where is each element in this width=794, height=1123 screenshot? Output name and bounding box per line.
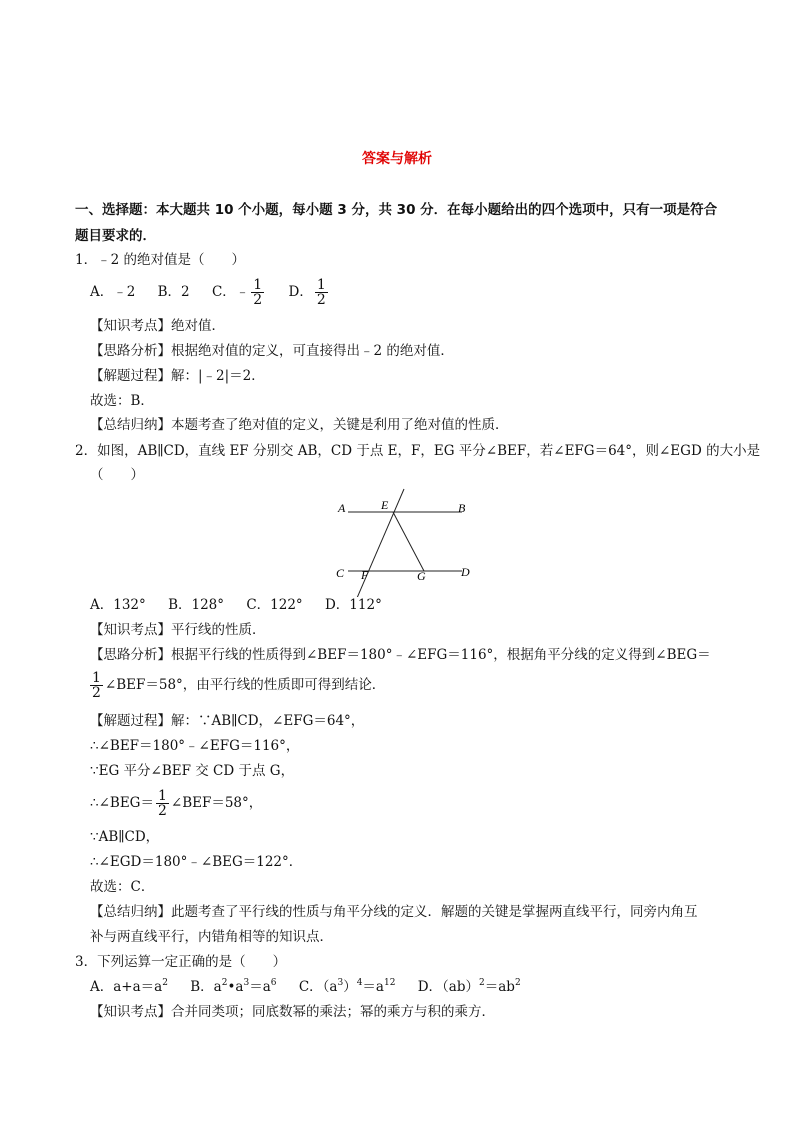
- q2-stem-line2: （ ）: [90, 467, 144, 483]
- q2-analysis-line1: 【思路分析】根据平行线的性质得到∠BEF＝180°﹣∠EFG＝116°，根据角平分线的定义得到∠BEG＝: [90, 647, 711, 663]
- segment-eg: [393, 512, 424, 571]
- q3-option-b: [190, 979, 276, 995]
- fraction-denominator: 2: [316, 292, 326, 308]
- exponent: 3: [337, 978, 344, 988]
- q2-analysis-line2-text: ∠BEF＝58°，由平行线的性质即可得到结论．: [104, 677, 386, 693]
- label-e: E: [381, 498, 389, 512]
- q1-knowledge: 【知识考点】绝对值．: [90, 318, 225, 334]
- fraction-numerator: 1: [253, 277, 263, 293]
- q1-option-c: [211, 277, 266, 308]
- q2-options: [90, 595, 400, 615]
- fraction-denominator: 2: [157, 803, 167, 819]
- q2-knowledge: 【知识考点】平行线的性质．: [90, 622, 266, 638]
- q3-option-b-text: ＝a: [249, 979, 271, 995]
- q3-option-a: [90, 979, 168, 995]
- q3-option-c-text: C．（a: [298, 979, 338, 995]
- q1-process: 【解题过程】解：|﹣2|＝2．: [90, 368, 265, 384]
- exponent: 4: [356, 978, 363, 988]
- fraction-denominator: 2: [253, 292, 263, 308]
- label-f: F: [361, 568, 369, 582]
- q1-summary: 【总结归纳】本题考查了绝对值的定义，关键是利用了绝对值的性质．: [90, 417, 509, 433]
- q2-process-5: ∵AB∥CD，: [90, 829, 160, 845]
- q2-process-4-fraction: [156, 789, 169, 818]
- parallel-lines-figure: [330, 487, 480, 597]
- q2-process-1: 【解题过程】解：∵AB∥CD，∠EFG＝64°，: [90, 713, 365, 729]
- section-heading-line1: 一、选择题：本大题共 10 个小题，每小题 3 分，共 30 分．在每小题给出的四个选项中，只有一项是符合: [75, 202, 718, 218]
- q2-process-2: ∴∠BEF＝180°﹣∠EFG＝116°，: [90, 738, 300, 754]
- fraction-numerator: 1: [92, 670, 101, 686]
- q2-option-b: B．128°: [168, 597, 225, 613]
- fraction-numerator: 1: [316, 277, 326, 293]
- exponent: 2: [162, 978, 168, 988]
- q2-process-4-suffix: ∠BEF＝58°，: [170, 795, 263, 811]
- exponent: 3: [243, 978, 250, 988]
- q3-option-d-text: ＝ab: [484, 979, 515, 995]
- page-title: 答案与解析: [362, 151, 432, 167]
- q2-process-4-prefix: ∴∠BEG＝: [90, 795, 154, 811]
- q2-choice: 故选：C．: [90, 879, 155, 895]
- q2-option-c: C．122°: [246, 597, 303, 613]
- q1-option-d: [288, 277, 330, 308]
- q1-stem: 1．﹣2 的绝对值是（ ）: [75, 252, 245, 268]
- label-a: A: [338, 501, 346, 515]
- q2-stem-line1: 2．如图，AB∥CD，直线 EF 分别交 AB，CD 于点 E，F，EG 平分∠BEF，若∠EFG＝64°，则∠EGD 的大小是: [75, 443, 761, 459]
- label-g: G: [417, 569, 426, 583]
- label-d: D: [461, 565, 470, 579]
- q2-process-4: [90, 785, 262, 821]
- q2-analysis-fraction: [90, 671, 103, 700]
- exponent: 12: [383, 978, 396, 988]
- q1-option-b: B．2: [157, 284, 190, 300]
- fraction-denominator: 2: [92, 685, 101, 701]
- fraction-numerator: 1: [157, 788, 167, 804]
- q3-options: [90, 977, 539, 997]
- q3-option-c: [299, 979, 396, 995]
- exponent: 2: [514, 978, 521, 988]
- q1-choice: 故选：B．: [90, 393, 154, 409]
- section-heading-line2: 题目要求的．: [75, 228, 156, 244]
- q3-option-c-text: ）: [343, 979, 357, 995]
- q2-option-d: D．112°: [324, 597, 382, 613]
- q3-option-d-text: D．（ab）: [417, 979, 479, 995]
- q1-analysis: 【思路分析】根据绝对值的定义，可直接得出﹣2 的绝对值．: [90, 343, 454, 359]
- q1-option-d-prefix: D．: [288, 284, 313, 300]
- q2-option-a: A．132°: [90, 597, 146, 613]
- q1-option-c-fraction: [251, 278, 264, 307]
- q3-option-b-text: B．a: [190, 979, 222, 995]
- q3-option-a-text: A．a+a＝a: [90, 979, 163, 995]
- q1-option-d-fraction: [315, 278, 328, 307]
- exponent: 2: [479, 978, 485, 988]
- exponent: 6: [270, 978, 277, 988]
- label-c: C: [336, 566, 345, 580]
- q2-process-3: ∵EG 平分∠BEF 交 CD 于点 G，: [90, 763, 295, 779]
- q1-option-a: A．﹣2: [90, 284, 136, 300]
- q2-summary-line2: 补与两直线平行，内错角相等的知识点．: [90, 929, 333, 945]
- q1-options: [90, 274, 348, 310]
- q3-option-b-text: •a: [227, 979, 244, 995]
- q1-option-c-prefix: C．﹣: [211, 284, 250, 300]
- q3-option-c-text: ＝a: [362, 979, 384, 995]
- label-b: B: [458, 501, 466, 515]
- q3-stem: 3．下列运算一定正确的是（ ）: [75, 954, 287, 970]
- exponent: 2: [221, 978, 228, 988]
- q2-process-6: ∴∠EGD＝180°﹣∠BEG＝122°．: [90, 854, 303, 870]
- q3-option-d: [418, 979, 521, 995]
- q2-analysis-line2: [90, 668, 385, 702]
- q2-summary-line1: 【总结归纳】此题考查了平行线的性质与角平分线的定义．解题的关键是掌握两直线平行，同旁内角互: [90, 904, 698, 920]
- q3-knowledge: 【知识考点】合并同类项；同底数幂的乘法；幂的乘方与积的乘方．: [90, 1004, 495, 1020]
